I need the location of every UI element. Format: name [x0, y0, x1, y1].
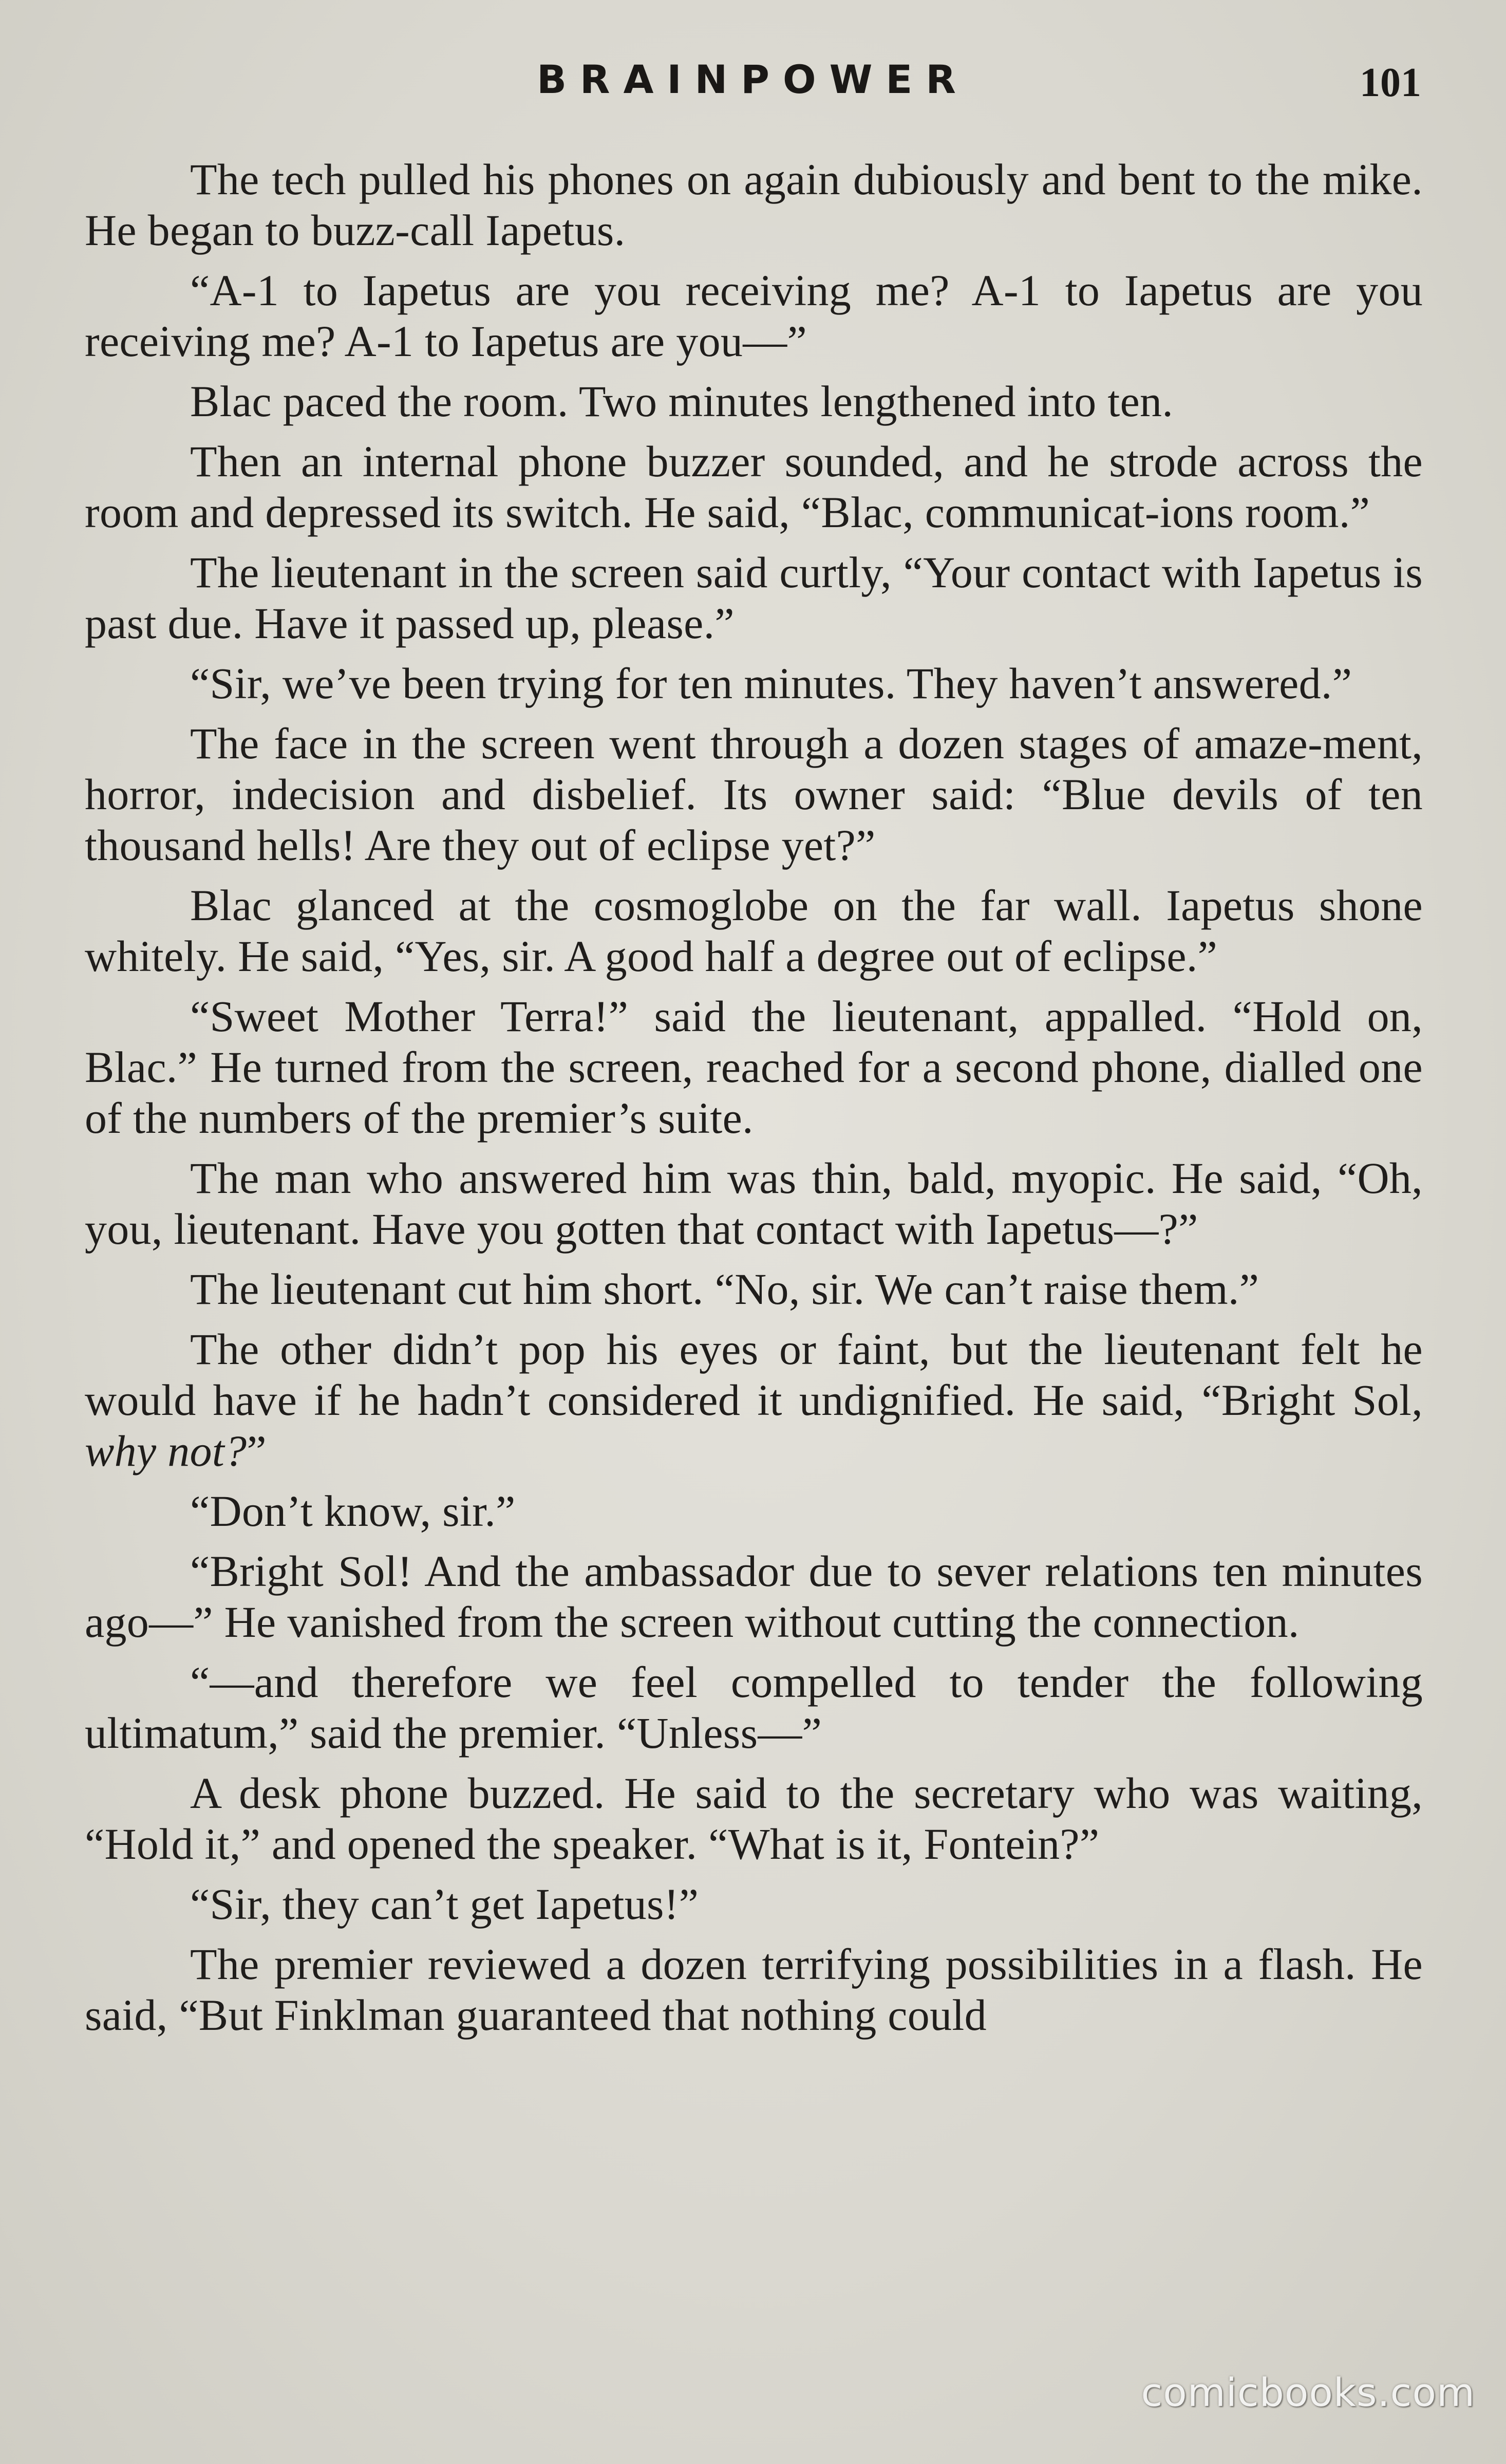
- italic-text: why not?: [85, 1426, 247, 1476]
- paragraph: Blac paced the room. Two minutes lengthened into ten.: [190, 377, 1174, 426]
- paragraph: “A-1 to Iapetus are you receiving me? A-1 to Iapetus are you receiving me? A-1 to Iapetus are you—”: [85, 266, 1423, 366]
- paragraph: The lieutenant cut him short. “No, sir. We can’t raise them.”: [190, 1264, 1259, 1314]
- running-title: BRAINPOWER: [537, 57, 969, 102]
- paragraph: “Sir, they can’t get Iapetus!”: [190, 1879, 699, 1929]
- paragraph: A desk phone buzzed. He said to the secretary who was waiting, “Hold it,” and opened the speaker. “What is it, Fontein?”: [85, 1768, 1423, 1869]
- paragraph-with-italic: [85, 1324, 1423, 1477]
- paragraph-text: The other didn’t pop his eyes or faint, but the lieutenant felt he would have if he hadn’t considered it undignified. He said, “Bright Sol,: [85, 1324, 1423, 1425]
- paragraph: The face in the screen went through a dozen stages of amaze-ment, horror, indecision and disbelief. Its owner said: “Blue devils of ten thousand hells! Are they out of eclipse yet?”: [85, 719, 1423, 870]
- watermark: comicbooks.com: [1141, 2369, 1475, 2415]
- paragraph: The tech pulled his phones on again dubiously and bent to the mike. He began to buzz-call Iapetus.: [85, 155, 1423, 255]
- paragraph: Then an internal phone buzzer sounded, and he strode across the room and depressed its switch. He said, “Blac, communicat-ions room.”: [85, 437, 1423, 537]
- paragraph: The man who answered him was thin, bald, myopic. He said, “Oh, you, lieutenant. Have you gotten that contact with Iapetus—?”: [85, 1153, 1423, 1254]
- paragraph: “Sir, we’ve been trying for ten minutes. They haven’t answered.”: [190, 659, 1352, 708]
- page-header: [0, 57, 1506, 113]
- page-number: 101: [1360, 60, 1421, 105]
- paragraph: “Don’t know, sir.”: [190, 1486, 516, 1536]
- paragraph: “Sweet Mother Terra!” said the lieutenant, appalled. “Hold on, Blac.” He turned from the screen, reached for a second phone, dialled one of the numbers of the premier’s suite.: [85, 992, 1423, 1143]
- closing-quote: ”: [247, 1426, 267, 1476]
- paragraph: Blac glanced at the cosmoglobe on the far wall. Iapetus shone whitely. He said, “Yes, sir. A good half a degree out of eclipse.”: [85, 881, 1423, 981]
- paragraph: The lieutenant in the screen said curtly, “Your contact with Iapetus is past due. Have it passed up, please.”: [85, 548, 1423, 648]
- paragraph: “—and therefore we feel compelled to tender the following ultimatum,” said the premier. “Unless—”: [85, 1657, 1423, 1758]
- paragraph: “Bright Sol! And the ambassador due to sever relations ten minutes ago—” He vanished from the screen without cutting the connection.: [85, 1546, 1423, 1647]
- paragraph: The premier reviewed a dozen terrifying possibilities in a flash. He said, “But Finklman guaranteed that nothing could: [85, 1939, 1423, 2040]
- body-text: [85, 154, 1423, 2050]
